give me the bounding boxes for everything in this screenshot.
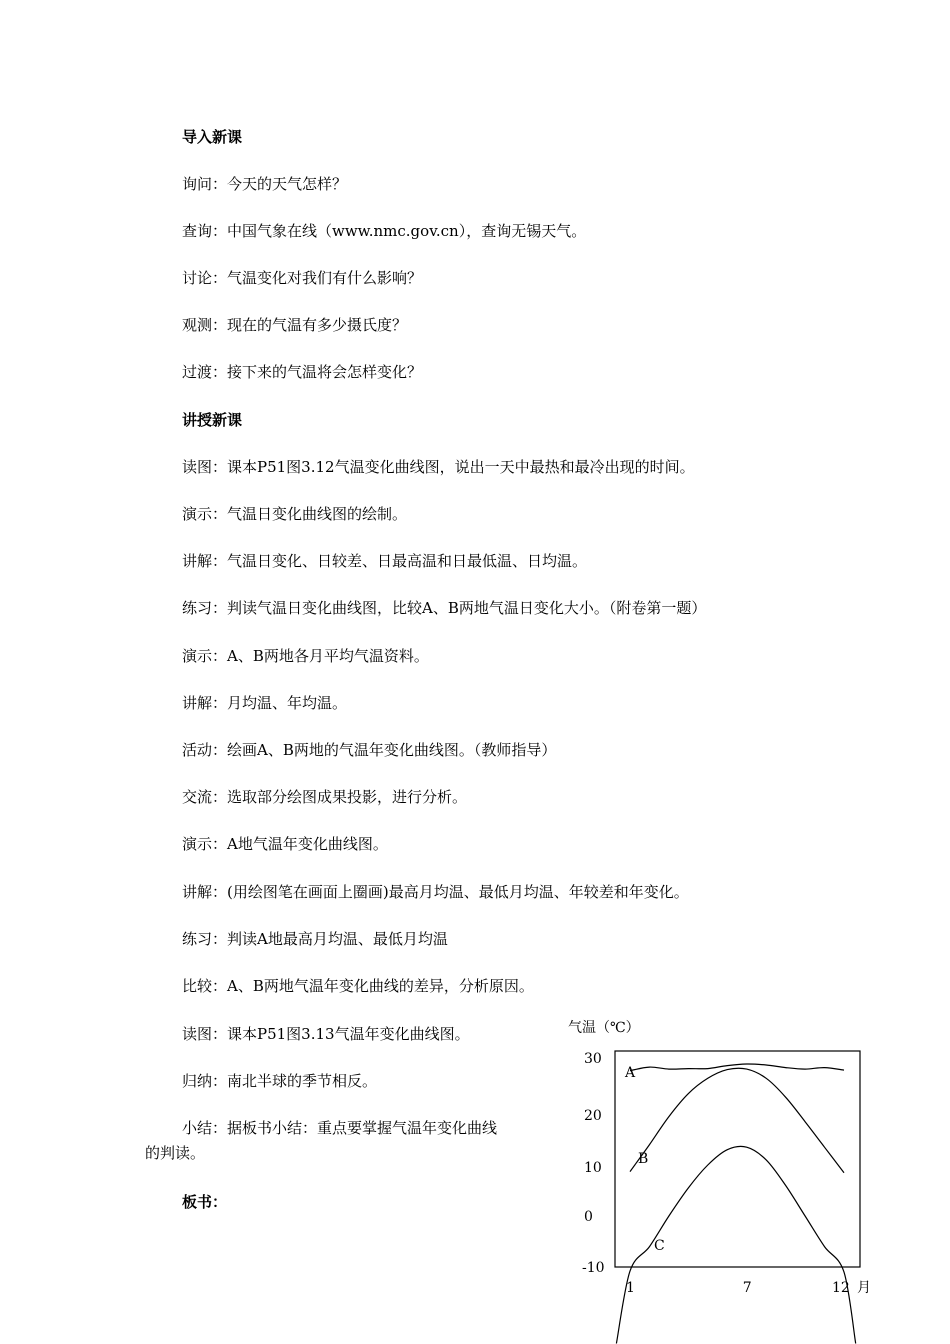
heading-board: 板书： xyxy=(182,1193,228,1211)
y-tick-label: 30 xyxy=(584,1051,602,1067)
text-line: 讲解：月均温、年均温。 xyxy=(182,694,348,712)
text-line: 活动：绘画A、B两地的气温年变化曲线图。（教师指导） xyxy=(182,741,557,759)
text-line: 演示：气温日变化曲线图的绘制。 xyxy=(182,505,408,523)
heading-intro: 导入新课 xyxy=(182,128,243,146)
text-line: 的判读。 xyxy=(145,1144,206,1162)
text-line: 读图：课本P51图3.13气温年变化曲线图。 xyxy=(182,1025,470,1043)
x-tick-label: 7 xyxy=(742,1280,752,1296)
x-tick-labels xyxy=(626,1280,850,1296)
y-tick-label: 10 xyxy=(584,1160,602,1176)
text-line: 练习：判读气温日变化曲线图，比较A、B两地气温日变化大小。（附卷第一题） xyxy=(182,599,707,617)
x-tick-label: 12 xyxy=(832,1280,850,1296)
text-line: 读图：课本P51图3.12气温变化曲线图，说出一天中最热和最冷出现的时间。 xyxy=(182,458,695,476)
heading-teach: 讲授新课 xyxy=(182,411,243,429)
series-labels xyxy=(624,1065,665,1254)
text-line: 小结：据板书小结：重点要掌握气温年变化曲线 xyxy=(182,1119,498,1137)
x-axis-title: 月 xyxy=(857,1280,871,1296)
y-tick-label: 0 xyxy=(584,1209,593,1225)
series-line-c xyxy=(616,1146,855,1343)
y-tick-labels xyxy=(582,1051,605,1276)
x-tick-label: 1 xyxy=(626,1280,635,1296)
text-line: 练习：判读A地最高月均温、最低月均温 xyxy=(182,930,448,948)
series-line-b xyxy=(630,1068,844,1172)
series-label-a: A xyxy=(625,1065,636,1081)
series-group xyxy=(616,1064,855,1344)
series-label-c: C xyxy=(654,1238,665,1254)
series-line-a xyxy=(630,1064,844,1071)
text-line: 比较：A、B两地气温年变化曲线的差异，分析原因。 xyxy=(182,977,534,995)
text-line: 讲解：(用绘图笔在画面上圈画)最高月均温、最低月均温、年较差和年变化。 xyxy=(182,883,689,901)
text-line: 归纳：南北半球的季节相反。 xyxy=(182,1072,378,1090)
text-line: 交流：选取部分绘图成果投影，进行分析。 xyxy=(182,788,468,806)
y-tick-label: 20 xyxy=(584,1108,602,1124)
series-label-b: B xyxy=(638,1151,649,1167)
text-line: 查询：中国气象在线（www.nmc.gov.cn），查询无锡天气。 xyxy=(182,222,587,240)
y-axis-title: 气温（℃） xyxy=(568,1020,640,1036)
y-tick-label: -10 xyxy=(582,1260,605,1276)
text-line: 询问：今天的天气怎样？ xyxy=(182,175,348,193)
text-line: 观测：现在的气温有多少摄氏度？ xyxy=(182,316,408,334)
temperature-chart xyxy=(560,1010,880,1344)
text-line: 讲解：气温日变化、日较差、日最高温和日最低温、日均温。 xyxy=(182,552,588,570)
text-line: 讨论：气温变化对我们有什么影响？ xyxy=(182,269,423,287)
text-line: 演示：A地气温年变化曲线图。 xyxy=(182,835,388,853)
plot-frame xyxy=(615,1051,860,1267)
text-line: 演示：A、B两地各月平均气温资料。 xyxy=(182,647,429,665)
text-line: 过渡：接下来的气温将会怎样变化？ xyxy=(182,363,423,381)
